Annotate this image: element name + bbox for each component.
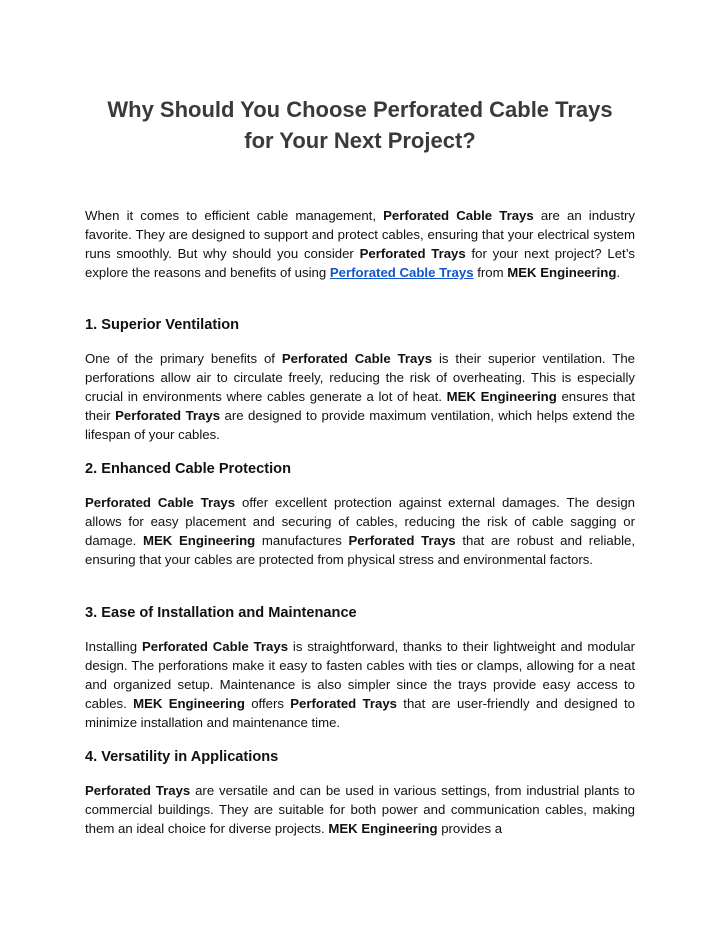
bold-text: MEK Engineering: [446, 389, 557, 404]
body-text: One of the primary benefits of: [85, 351, 282, 366]
body-text: offers: [244, 696, 291, 711]
page-title: [60, 94, 660, 156]
body-text: are an industry favorite. They are designed to support and protect cables, ensuring that your electrical system runs smoothly. But why should you consider: [85, 208, 635, 261]
body-text: is straightforward, thanks to their lightweight and modular design. The perforations make it easy to fasten cables with ties or clamps, allowing for a neat and organized setup. Maintenance is also simpler since the trays provide easy access to cables.: [85, 639, 635, 711]
bold-text: MEK Engineering: [507, 265, 617, 280]
section-heading-ventilation: 1. Superior Ventilation: [85, 317, 240, 333]
bold-text: MEK Engineering: [133, 696, 245, 711]
section-body-installation: [85, 637, 635, 732]
body-text: When it comes to efficient cable management,: [85, 208, 384, 223]
bold-text: Perforated Trays: [115, 408, 221, 423]
section-body-ventilation: [85, 349, 635, 444]
section-body-versatility: [85, 781, 635, 838]
section-heading-versatility: 4. Versatility in Applications: [85, 749, 279, 765]
body-text: are designed to provide maximum ventilation, which helps extend the lifespan of your cables.: [85, 408, 636, 442]
body-text: provides a: [437, 821, 503, 836]
body-text: Installing: [85, 639, 142, 654]
body-text: for your next project? Let’s explore the reasons and benefits of using: [85, 246, 635, 280]
body-text: ensures that their: [85, 389, 635, 423]
bold-text: Perforated Cable Trays: [281, 351, 433, 366]
body-text: offer excellent protection against external damages. The design allows for easy placement and securing of cables, reducing the risk of cable sagging or damage.: [85, 495, 635, 548]
bold-text: Perforated Cable Trays: [141, 639, 289, 654]
bold-text: Perforated Cable Trays: [383, 208, 534, 223]
body-text: .: [616, 265, 621, 280]
bold-text: Perforated Trays: [359, 246, 466, 261]
bold-text: MEK Engineering: [143, 533, 256, 548]
body-text: that are user-friendly and designed to minimize installation and maintenance time.: [85, 696, 635, 730]
body-text: are versatile and can be used in various settings, from industrial plants to commercial buildings. They are suitable for both power and communication cables, making them an ideal choice for diverse projects.: [85, 783, 635, 836]
perforated-cable-trays-link[interactable]: Perforated Cable Trays: [329, 265, 474, 280]
section-body-protection: [85, 493, 635, 569]
bold-text: Perforated Trays: [85, 783, 191, 798]
bold-text: Perforated Trays: [348, 533, 456, 548]
bold-text: Perforated Trays: [290, 696, 397, 711]
title-line-1: Why Should You Choose Perforated Cable Trays: [107, 97, 613, 122]
section-heading-protection: 2. Enhanced Cable Protection: [85, 461, 291, 477]
body-text: manufactures: [255, 533, 349, 548]
body-text: that are robust and reliable, ensuring that your cables are protected from physical stress and environmental factors.: [85, 533, 635, 567]
body-text: from: [473, 265, 508, 280]
bold-text: MEK Engineering: [328, 821, 438, 836]
bold-text: Perforated Cable Trays: [85, 495, 236, 510]
title-line-2: for Your Next Project?: [244, 128, 476, 153]
section-heading-installation: 3. Ease of Installation and Maintenance: [85, 605, 357, 621]
body-text: is their superior ventilation. The perforations allow air to circulate freely, reducing the risk of overheating. This is especially crucial in environments where cables generate a lot of heat.: [85, 351, 635, 404]
intro-paragraph: [85, 206, 635, 282]
